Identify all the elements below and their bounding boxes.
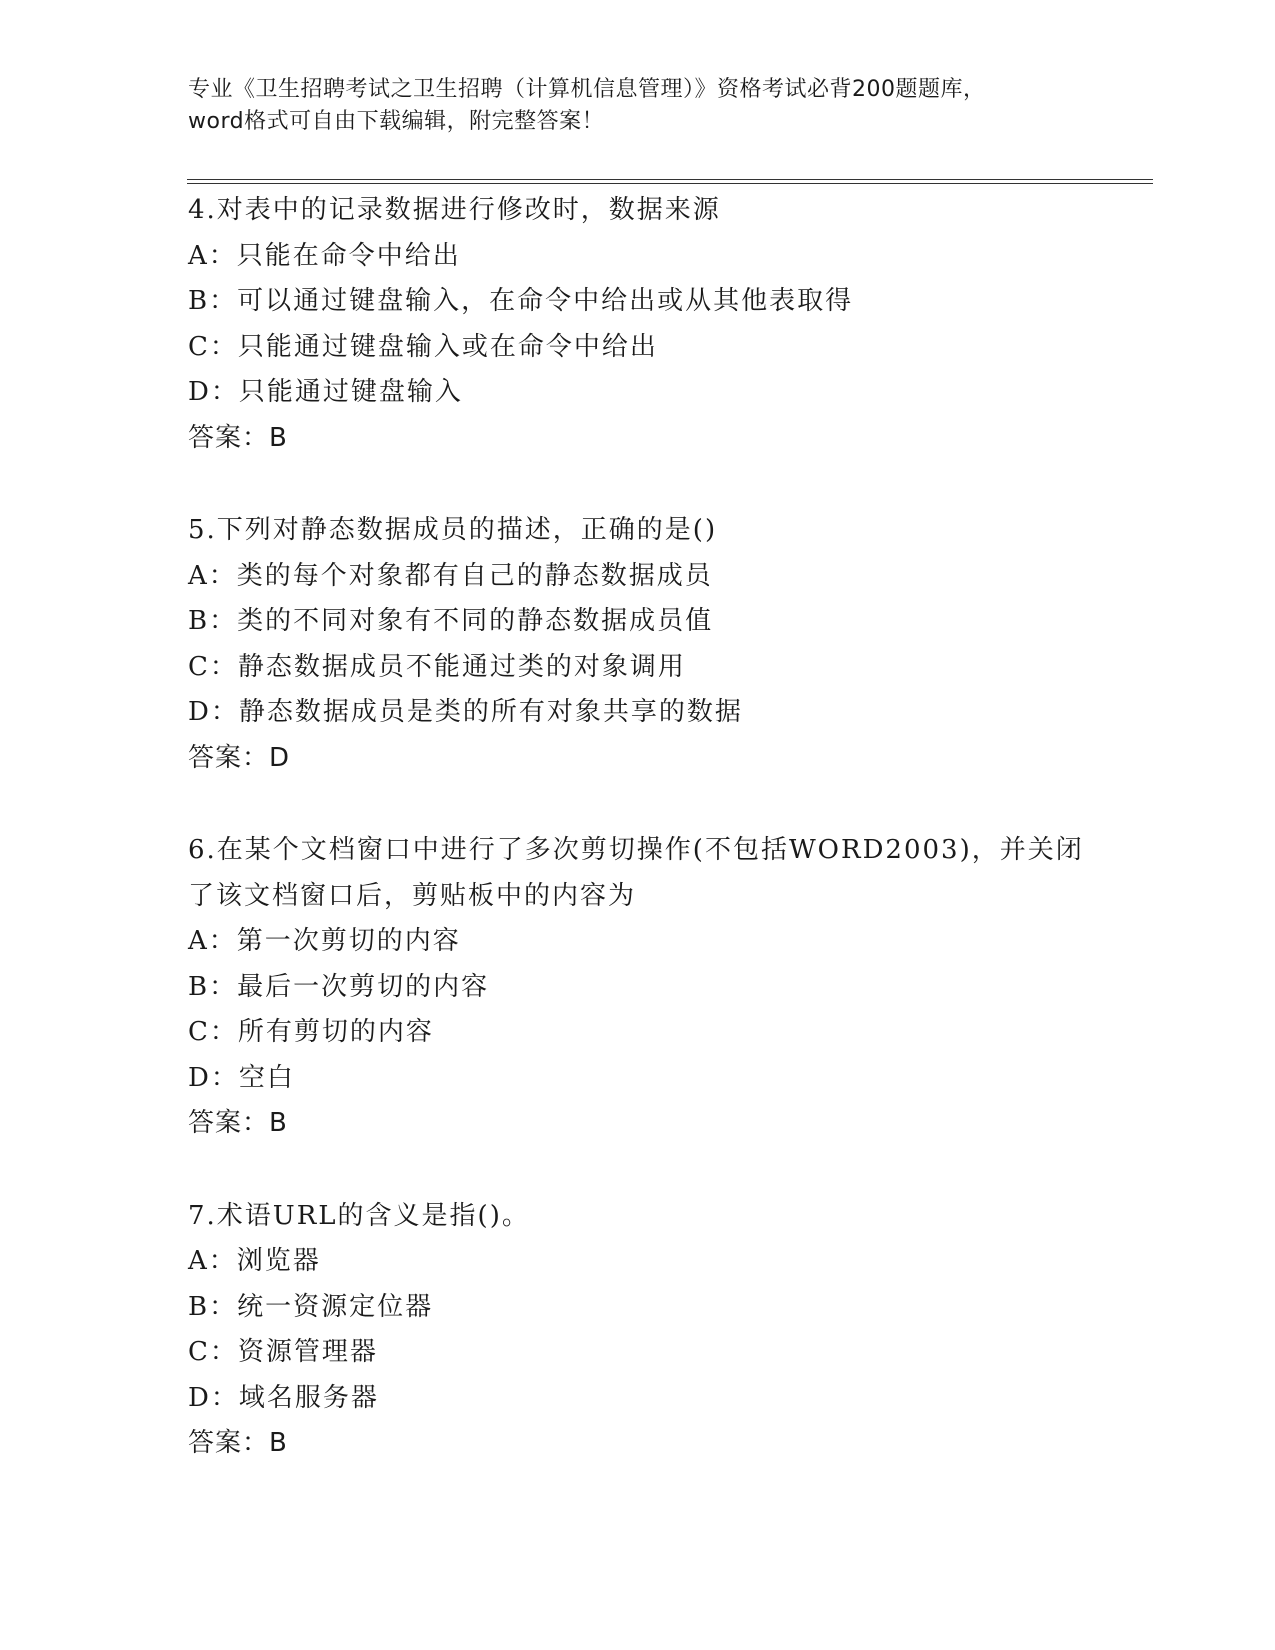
question-7 [188, 1194, 1148, 1467]
answer-line: 答案：B [188, 1108, 288, 1138]
option-c: C：静态数据成员不能通过类的对象调用 [188, 651, 686, 682]
question-list [188, 188, 1148, 1514]
question-stem: 4.对表中的记录数据进行修改时，数据来源 [188, 195, 721, 225]
question-stem: 7.术语URL的含义是指()。 [188, 1200, 530, 1231]
option-a: A：只能在命令中给出 [188, 240, 461, 271]
option-d: D：空白 [188, 1062, 295, 1093]
option-d: D：只能通过键盘输入 [188, 377, 463, 407]
question-6 [188, 828, 1148, 1147]
option-a: A：浏览器 [188, 1246, 321, 1276]
header-line-2: word格式可自由下载编辑，附完整答案！ [188, 109, 605, 134]
answer-line: 答案：B [188, 1428, 288, 1458]
question-4 [188, 188, 1148, 461]
document-header [188, 74, 1078, 138]
option-a: A：第一次剪切的内容 [188, 926, 461, 956]
header-divider-bottom [187, 183, 1153, 184]
answer-line: 答案：B [188, 422, 288, 453]
option-c: C：所有剪切的内容 [188, 1017, 434, 1047]
option-b: B：类的不同对象有不同的静态数据成员值 [188, 606, 714, 636]
option-b: B：可以通过键盘输入，在命令中给出或从其他表取得 [188, 286, 854, 316]
option-c: C：资源管理器 [188, 1337, 378, 1367]
question-5 [188, 508, 1148, 781]
option-d: D：静态数据成员是类的所有对象共享的数据 [188, 697, 743, 727]
question-stem-line-2: 了该文档窗口后，剪贴板中的内容为 [188, 880, 637, 911]
header-divider-top [187, 179, 1153, 180]
option-c: C：只能通过键盘输入或在命令中给出 [188, 331, 658, 362]
question-stem: 5.下列对静态数据成员的描述，正确的是() [188, 515, 718, 545]
header-line-1: 专业《卫生招聘考试之卫生招聘（计算机信息管理）》资格考试必背200题题库， [188, 77, 986, 102]
option-b: B：统一资源定位器 [188, 1291, 434, 1322]
option-a: A：类的每个对象都有自己的静态数据成员 [188, 560, 713, 591]
option-d: D：域名服务器 [188, 1382, 379, 1413]
option-b: B：最后一次剪切的内容 [188, 971, 490, 1002]
question-stem-line-1: 6.在某个文档窗口中进行了多次剪切操作(不包括WORD2003)，并关闭 [188, 835, 1084, 865]
answer-line: 答案：D [188, 742, 291, 773]
